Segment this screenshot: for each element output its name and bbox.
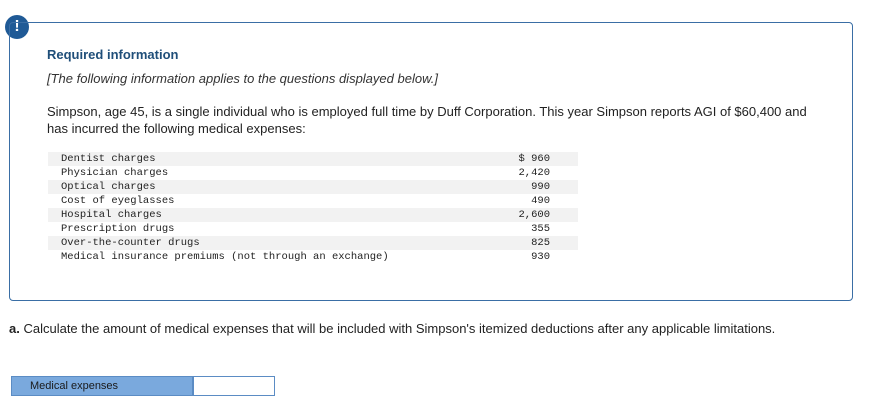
expense-amount: 825 <box>470 236 578 250</box>
answer-row <box>11 376 275 396</box>
expense-label: Over-the-counter drugs <box>48 236 470 250</box>
expense-label: Optical charges <box>48 180 470 194</box>
table-row <box>48 180 578 194</box>
medical-expenses-table <box>48 152 578 264</box>
expense-amount: 355 <box>531 223 550 235</box>
question-a <box>9 321 775 336</box>
expense-label: Dentist charges <box>48 152 470 166</box>
expense-amount: 930 <box>531 251 550 263</box>
question-prefix: a. <box>9 321 20 336</box>
table-row <box>48 250 578 264</box>
alert-icon: ! <box>5 15 29 39</box>
table-row <box>48 222 578 236</box>
table-row <box>48 208 578 222</box>
table-row <box>48 152 578 166</box>
info-note: [The following information applies to the questions displayed below.] <box>47 71 438 86</box>
expense-amount: 2,420 <box>518 167 550 179</box>
table-row <box>48 166 578 180</box>
medical-expenses-label: Medical expenses <box>11 376 193 396</box>
table-row <box>48 194 578 208</box>
expense-label: Medical insurance premiums (not through an exchange) <box>61 251 389 263</box>
expense-amount: 2,600 <box>470 208 578 222</box>
required-information-title: Required information <box>47 47 179 62</box>
medical-expenses-input[interactable] <box>193 376 275 396</box>
expense-amount: 490 <box>531 195 550 207</box>
problem-statement: Simpson, age 45, is a single individual who is employed full time by Duff Corporation. This year Simpson reports AGI of $60,400 and has incurred the following medical expenses: <box>47 104 807 136</box>
table-row <box>48 236 578 250</box>
expense-amount: $ 960 <box>470 152 578 166</box>
expense-amount: 990 <box>470 180 578 194</box>
question-text: Calculate the amount of medical expenses that will be included with Simpson's itemized deductions after any applicable limitations. <box>23 321 776 336</box>
expense-label: Cost of eyeglasses <box>61 195 175 207</box>
answer-input-wrapper <box>193 376 275 396</box>
expense-label: Prescription drugs <box>61 223 175 235</box>
expense-label: Physician charges <box>61 167 169 179</box>
expense-label: Hospital charges <box>48 208 470 222</box>
